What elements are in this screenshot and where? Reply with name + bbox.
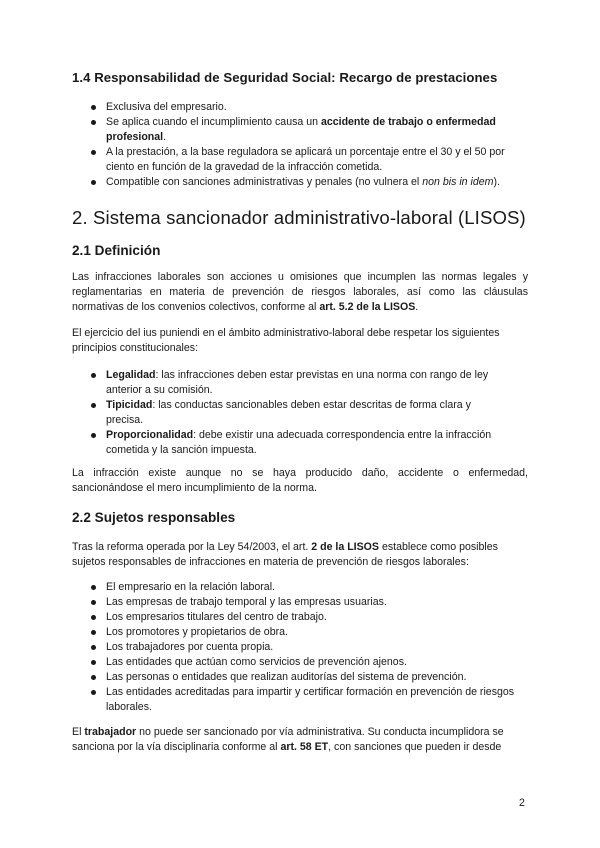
subjects-list <box>72 580 528 715</box>
list-item: El empresario en la relación laboral. <box>72 580 528 595</box>
list-item: Legalidad: las infracciones deben estar previstas en una norma con rango de ley anterior a su comisión. <box>72 368 502 398</box>
paragraph-trabajador: El trabajador no puede ser sancionado por vía administrativa. Su conducta incumplidora se sanciona por la vía disciplinaria conforme al art. 58 ET, con sanciones que pueden ir desde <box>72 726 504 753</box>
section-heading-2: 2. Sistema sancionador administrativo-laboral (LISOS) <box>72 207 526 228</box>
list-item: Las empresas de trabajo temporal y las empresas usuarias. <box>72 595 528 610</box>
principles-list <box>72 368 502 458</box>
list-item: Se aplica cuando el incumplimiento causa un accidente de trabajo o enfermedad profesional. <box>72 115 528 145</box>
section-heading-2-1: 2.1 Definición <box>72 243 161 258</box>
paragraph-definicion: Las infracciones laborales son acciones u omisiones que incumplen las normas legales y reglamentarias en materia de prevención de riesgos laborales, así como las cláusulas normativas de los convenios colectivos, conforme al art. 5.2 de la LISOS. <box>72 271 528 313</box>
paragraph-ius-puniendi: El ejercicio del ius puniendi en el ámbito administrativo-laboral debe respetar los siguientes principios constitucionales: <box>72 327 500 354</box>
list-item: A la prestación, a la base reguladora se aplicará un porcentaje entre el 30 y el 50 por ciento en función de la gravedad de la infracción cometida. <box>72 145 528 175</box>
recargo-list <box>72 100 528 190</box>
list-item: Las entidades que actúan como servicios de prevención ajenos. <box>72 655 528 670</box>
paragraph-infraccion: La infracción existe aunque no se haya producido daño, accidente o enfermedad, sancionándose el mero incumplimiento de la norma. <box>72 467 528 494</box>
list-item: Los empresarios titulares del centro de trabajo. <box>72 610 528 625</box>
section-heading-1-4: 1.4 Responsabilidad de Seguridad Social: Recargo de prestaciones <box>72 70 498 85</box>
list-item: Proporcionalidad: debe existir una adecuada correspondencia entre la infracción cometida y la sanción impuesta. <box>72 428 502 458</box>
paragraph-sujetos: Tras la reforma operada por la Ley 54/2003, el art. 2 de la LISOS establece como posibles sujetos responsables de infracciones en materia de prevención de riesgos laborales: <box>72 541 498 568</box>
page-number: 2 <box>519 797 525 809</box>
list-item: Compatible con sanciones administrativas y penales (no vulnera el non bis in idem). <box>72 175 528 190</box>
list-item: Los trabajadores por cuenta propia. <box>72 640 528 655</box>
list-item: Las entidades acreditadas para impartir y certificar formación en prevención de riesgos laborales. <box>72 685 528 715</box>
list-item: Los promotores y propietarios de obra. <box>72 625 528 640</box>
list-item: Tipicidad: las conductas sancionables deben estar descritas de forma clara y precisa. <box>72 398 502 428</box>
list-item: Las personas o entidades que realizan auditorías del sistema de prevención. <box>72 670 528 685</box>
list-item: Exclusiva del empresario. <box>72 100 528 115</box>
section-heading-2-2: 2.2 Sujetos responsables <box>72 510 236 525</box>
